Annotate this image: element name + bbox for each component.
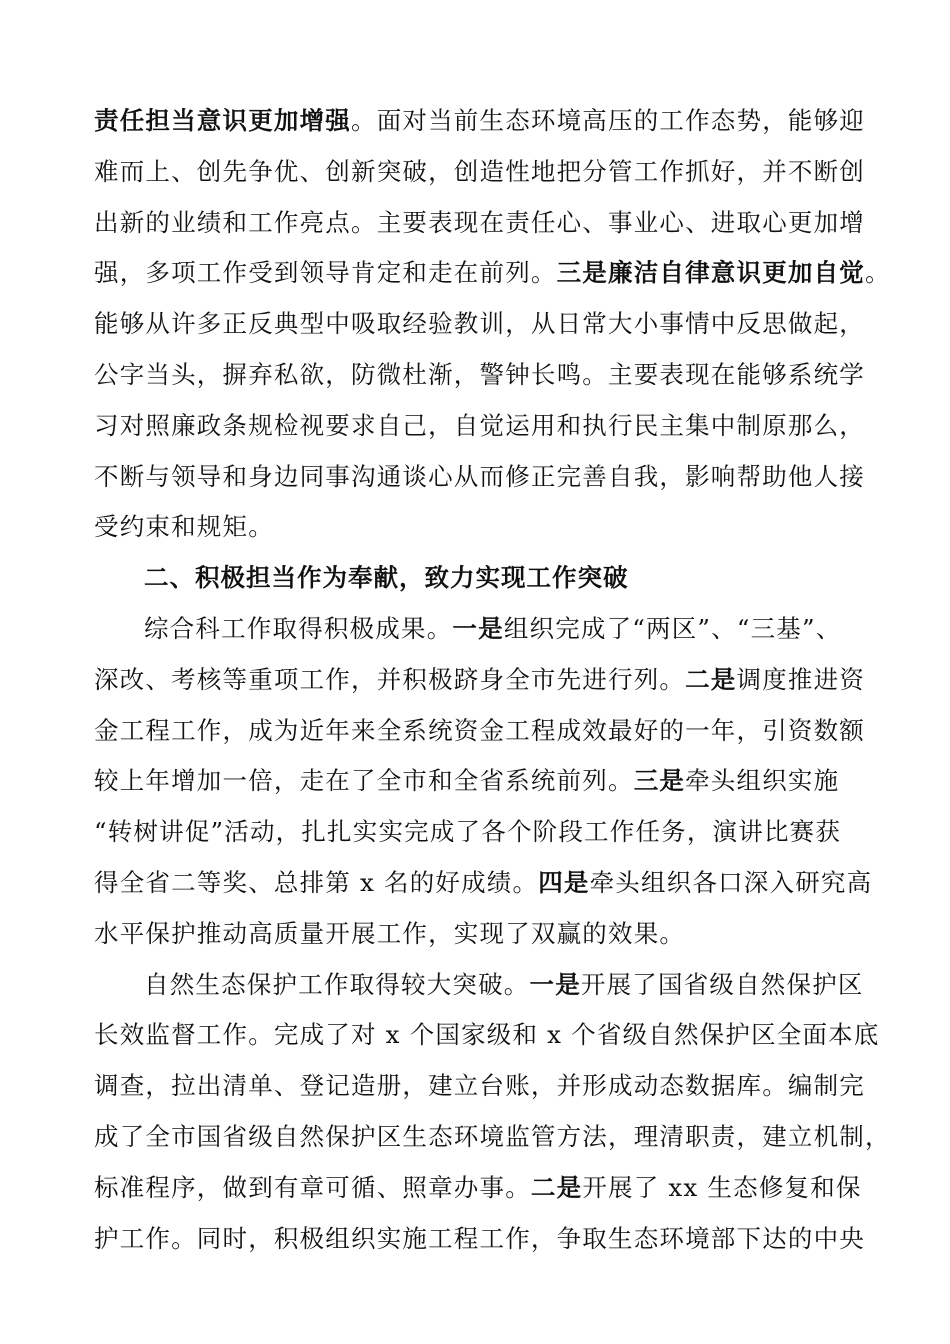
bold-phrase: 一是 (452, 613, 504, 643)
text-run: 综合科工作取得积极成果。 (144, 613, 453, 643)
text-line (94, 756, 880, 807)
bold-phrase: 三是 (633, 766, 686, 796)
text-line: 调查，拉出清单、登记造册，建立台账，并形成动态数据库。编制完 (94, 1071, 865, 1101)
text-line (94, 248, 891, 299)
text-run: 组织完成了“两区”、“三基”、 (503, 613, 842, 643)
text-run: 深改、考核等重项工作，并积极跻身全市先进行列。 (94, 664, 686, 694)
bold-phrase: 一是 (529, 969, 581, 999)
text-line: 金工程工作，成为近年来全系统资金工程成效最好的一年，引资数额 (94, 715, 865, 745)
text-line (94, 858, 880, 909)
bold-phrase: 二是 (685, 664, 737, 694)
text-run: 调度推进资 (736, 664, 866, 694)
text-run: 强，多项工作受到领导肯定和走在前列。 (94, 258, 557, 288)
text-run: 得全省二等奖、总排第 x 名的好成绩。 (94, 867, 539, 897)
text-run: 较上年增加一倍，走在了全市和全省系统前列。 (94, 766, 634, 796)
paragraph-1 (94, 96, 891, 553)
text-line: 出新的业绩和工作亮点。主要表现在责任心、事业心、进取心更加增 (94, 207, 865, 237)
text-run: 自然生态保护工作取得较大突破。 (144, 969, 530, 999)
text-line: 水平保护推动高质量开展工作，实现了双赢的效果。 (94, 918, 686, 948)
text-line: 难而上、创先争优、创新突破，创造性地把分管工作抓好，并不断创 (94, 156, 865, 186)
text-line (94, 1163, 880, 1214)
text-line (94, 655, 880, 706)
text-line: 护工作。同时，积极组织实施工程工作，争取生态环境部下达的中央 (94, 1223, 865, 1253)
text-line: 长效监督工作。完成了对 x 个国家级和 x 个省级自然保护区全面本底 (94, 1020, 880, 1050)
bold-phrase: 责任担当意识更加增强 (94, 106, 351, 135)
text-run: 。面对当前生态环境高压的工作态势，能够迎 (351, 106, 865, 135)
text-line: 习对照廉政条规检视要求自己，自觉运用和执行民主集中制原那么， (94, 410, 865, 440)
bold-phrase: 三是廉洁自律意识更加自觉 (556, 258, 866, 288)
text-line (94, 960, 880, 1011)
text-line (94, 96, 880, 147)
text-run: 牵头组织各口深入研究高 (589, 867, 873, 897)
text-run: 开展了 xx 生态修复和保 (582, 1172, 862, 1202)
bold-phrase: 四是 (538, 867, 590, 897)
text-run: 。 (865, 258, 891, 288)
paragraph-2 (94, 604, 880, 960)
text-line: 受约束和规矩。 (94, 512, 274, 542)
text-line: 不断与领导和身边同事沟通谈心从而修正完善自我，影响帮助他人接 (94, 461, 865, 491)
text-line: 公字当头，摒弃私欲，防微杜渐，警钟长鸣。主要表现在能够系统学 (94, 359, 865, 389)
text-line: 能够从许多正反典型中吸取经验教训，从日常大小事情中反思做起， (94, 309, 865, 339)
bold-phrase: 二是 (530, 1172, 583, 1202)
document-page (94, 96, 891, 1264)
text-run: 标准程序，做到有章可循、照章办事。 (94, 1172, 531, 1202)
text-line: “转树讲促”活动，扎扎实实完成了各个阶段工作任务，演讲比赛获 (94, 817, 842, 847)
section-heading: 二、积极担当作为奉献，致力实现工作突破 (144, 563, 629, 593)
text-run: 开展了国省级自然保护区 (580, 969, 864, 999)
text-line: 成了全市国省级自然保护区生态环境监管方法，理清职责，建立机制， (94, 1121, 891, 1151)
paragraph-3 (94, 960, 891, 1265)
text-line (94, 604, 880, 655)
text-run: 牵头组织实施 (685, 766, 840, 796)
